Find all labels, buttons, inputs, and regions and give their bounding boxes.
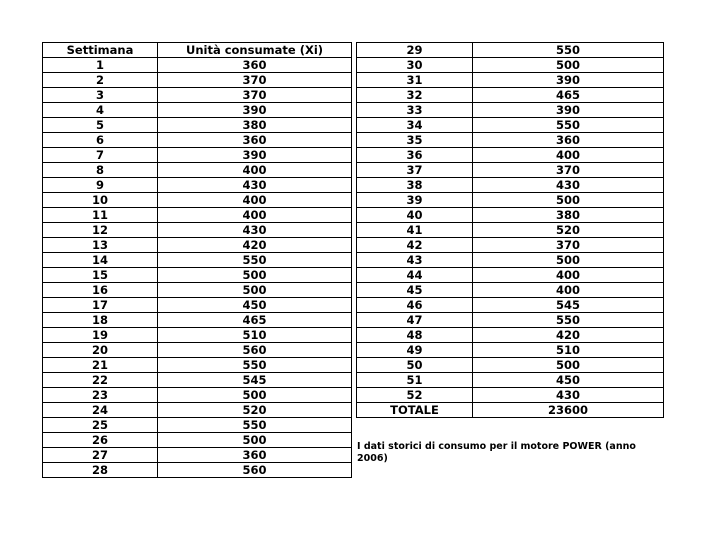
- units-cell: 400: [158, 163, 352, 178]
- table-row: [43, 223, 352, 238]
- week-cell: 4: [43, 103, 158, 118]
- units-cell: 465: [473, 88, 664, 103]
- units-cell: 400: [473, 148, 664, 163]
- units-cell: 420: [473, 328, 664, 343]
- table-row: [357, 163, 664, 178]
- units-cell: 390: [158, 148, 352, 163]
- week-cell: 51: [357, 373, 473, 388]
- week-cell: 52: [357, 388, 473, 403]
- table-row: [43, 433, 352, 448]
- week-cell: 22: [43, 373, 158, 388]
- week-cell: 10: [43, 193, 158, 208]
- week-cell: 6: [43, 133, 158, 148]
- week-cell: 12: [43, 223, 158, 238]
- table-row: [43, 328, 352, 343]
- week-cell: 26: [43, 433, 158, 448]
- table-row: [357, 58, 664, 73]
- week-cell: 5: [43, 118, 158, 133]
- units-cell: 465: [158, 313, 352, 328]
- table-row: [357, 43, 664, 58]
- units-cell: 370: [158, 73, 352, 88]
- right-table-body: [357, 43, 664, 403]
- units-cell: 545: [158, 373, 352, 388]
- week-cell: 42: [357, 238, 473, 253]
- units-cell: 510: [158, 328, 352, 343]
- table-row: [357, 178, 664, 193]
- units-cell: 500: [158, 388, 352, 403]
- week-cell: 27: [43, 448, 158, 463]
- week-cell: 47: [357, 313, 473, 328]
- week-cell: 3: [43, 88, 158, 103]
- units-cell: 520: [473, 223, 664, 238]
- table-row: [43, 73, 352, 88]
- table-row: [43, 388, 352, 403]
- units-cell: 360: [473, 133, 664, 148]
- units-cell: 430: [473, 178, 664, 193]
- table-row: [357, 328, 664, 343]
- units-cell: 560: [158, 463, 352, 478]
- week-cell: 9: [43, 178, 158, 193]
- table-row: [43, 298, 352, 313]
- table-row: [43, 133, 352, 148]
- units-cell: 430: [158, 223, 352, 238]
- table-row: [357, 268, 664, 283]
- units-cell: 390: [158, 103, 352, 118]
- week-cell: 43: [357, 253, 473, 268]
- table-row: [43, 343, 352, 358]
- week-cell: 29: [357, 43, 473, 58]
- table-row: [43, 208, 352, 223]
- units-cell: 500: [473, 253, 664, 268]
- table-row: [43, 268, 352, 283]
- units-cell: 550: [473, 43, 664, 58]
- table-row: [357, 73, 664, 88]
- units-cell: 560: [158, 343, 352, 358]
- table-row: [43, 463, 352, 478]
- week-cell: 49: [357, 343, 473, 358]
- week-cell: 28: [43, 463, 158, 478]
- week-cell: 35: [357, 133, 473, 148]
- week-cell: 20: [43, 343, 158, 358]
- week-cell: 23: [43, 388, 158, 403]
- week-cell: 36: [357, 148, 473, 163]
- units-cell: 400: [158, 193, 352, 208]
- total-label: TOTALE: [357, 403, 473, 418]
- table-row: [43, 418, 352, 433]
- week-cell: 45: [357, 283, 473, 298]
- units-cell: 500: [473, 58, 664, 73]
- units-cell: 360: [158, 448, 352, 463]
- table-row: [357, 313, 664, 328]
- units-cell: 545: [473, 298, 664, 313]
- table-row: [357, 343, 664, 358]
- week-cell: 37: [357, 163, 473, 178]
- table-row: [43, 283, 352, 298]
- units-cell: 370: [473, 238, 664, 253]
- units-cell: 550: [473, 313, 664, 328]
- table-row: [43, 253, 352, 268]
- table-row: [43, 178, 352, 193]
- units-cell: 500: [473, 358, 664, 373]
- week-cell: 48: [357, 328, 473, 343]
- week-cell: 11: [43, 208, 158, 223]
- table-row: [357, 208, 664, 223]
- units-cell: 430: [158, 178, 352, 193]
- table-row: [357, 238, 664, 253]
- week-cell: 40: [357, 208, 473, 223]
- table-row: [357, 193, 664, 208]
- week-cell: 33: [357, 103, 473, 118]
- units-cell: 500: [158, 268, 352, 283]
- units-cell: 450: [473, 373, 664, 388]
- table-row: [357, 88, 664, 103]
- week-cell: 34: [357, 118, 473, 133]
- units-cell: 450: [158, 298, 352, 313]
- units-cell: 500: [158, 283, 352, 298]
- week-cell: 38: [357, 178, 473, 193]
- table-row: [43, 148, 352, 163]
- week-cell: 7: [43, 148, 158, 163]
- week-cell: 21: [43, 358, 158, 373]
- total-row: [357, 403, 664, 418]
- units-cell: 370: [158, 88, 352, 103]
- units-cell: 550: [158, 253, 352, 268]
- table-row: [357, 223, 664, 238]
- week-cell: 18: [43, 313, 158, 328]
- table-row: [357, 118, 664, 133]
- table-caption: I dati storici di consumo per il motore POWER (anno 2006): [357, 441, 636, 464]
- total-value: 23600: [473, 403, 664, 418]
- week-cell: 8: [43, 163, 158, 178]
- week-cell: 50: [357, 358, 473, 373]
- week-cell: 32: [357, 88, 473, 103]
- units-cell: 360: [158, 58, 352, 73]
- table-row: [43, 373, 352, 388]
- units-cell: 390: [473, 73, 664, 88]
- table-row: [357, 283, 664, 298]
- units-cell: 550: [473, 118, 664, 133]
- table-row: [357, 148, 664, 163]
- units-cell: 360: [158, 133, 352, 148]
- week-cell: 30: [357, 58, 473, 73]
- week-cell: 1: [43, 58, 158, 73]
- week-cell: 41: [357, 223, 473, 238]
- units-cell: 420: [158, 238, 352, 253]
- table-row: [43, 313, 352, 328]
- units-cell: 500: [158, 433, 352, 448]
- table-row: [357, 103, 664, 118]
- table-header-row: [43, 43, 352, 58]
- units-cell: 400: [473, 268, 664, 283]
- week-cell: 13: [43, 238, 158, 253]
- units-cell: 500: [473, 193, 664, 208]
- units-cell: 370: [473, 163, 664, 178]
- units-cell: 400: [473, 283, 664, 298]
- table-row: [357, 133, 664, 148]
- week-cell: 17: [43, 298, 158, 313]
- table-row: [357, 388, 664, 403]
- units-cell: 380: [158, 118, 352, 133]
- week-cell: 15: [43, 268, 158, 283]
- week-cell: 14: [43, 253, 158, 268]
- table-row: [43, 58, 352, 73]
- week-cell: 25: [43, 418, 158, 433]
- table-row: [357, 253, 664, 268]
- week-cell: 16: [43, 283, 158, 298]
- table-row: [43, 193, 352, 208]
- units-cell: 380: [473, 208, 664, 223]
- units-cell: 390: [473, 103, 664, 118]
- week-cell: 19: [43, 328, 158, 343]
- table-row: [43, 358, 352, 373]
- table-row: [43, 118, 352, 133]
- table-row: [43, 103, 352, 118]
- table-row: [43, 88, 352, 103]
- week-cell: 24: [43, 403, 158, 418]
- table-row: [43, 448, 352, 463]
- table-row: [357, 358, 664, 373]
- table-row: [43, 163, 352, 178]
- units-cell: 520: [158, 403, 352, 418]
- consumption-table-left: [42, 42, 352, 478]
- table-row: [357, 298, 664, 313]
- left-table-body: [43, 58, 352, 478]
- week-cell: 2: [43, 73, 158, 88]
- table-row: [43, 238, 352, 253]
- units-cell: 400: [158, 208, 352, 223]
- units-cell: 510: [473, 343, 664, 358]
- units-cell: 430: [473, 388, 664, 403]
- week-cell: 39: [357, 193, 473, 208]
- header-units: Unità consumate (Xi): [158, 43, 352, 58]
- week-cell: 44: [357, 268, 473, 283]
- consumption-table-right: [356, 42, 664, 418]
- table-row: [43, 403, 352, 418]
- week-cell: 31: [357, 73, 473, 88]
- header-week: Settimana: [43, 43, 158, 58]
- week-cell: 46: [357, 298, 473, 313]
- table-row: [357, 373, 664, 388]
- units-cell: 550: [158, 418, 352, 433]
- units-cell: 550: [158, 358, 352, 373]
